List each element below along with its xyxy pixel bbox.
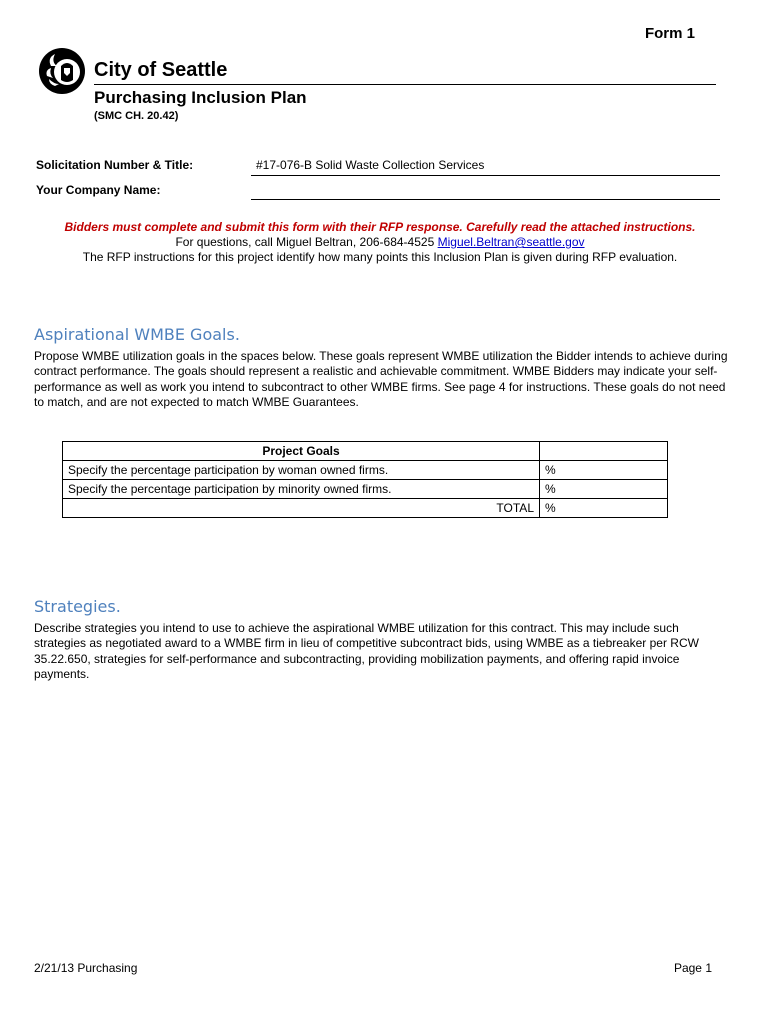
total-label: TOTAL bbox=[63, 499, 540, 518]
document-title: Purchasing Inclusion Plan bbox=[94, 88, 307, 107]
table-row bbox=[63, 499, 668, 518]
woman-owned-percent-field[interactable]: % bbox=[540, 461, 668, 480]
total-percent-field[interactable]: % bbox=[540, 499, 668, 518]
strategies-heading: Strategies. bbox=[34, 597, 121, 616]
page-number: Page 1 bbox=[673, 961, 712, 975]
table-row bbox=[63, 442, 668, 461]
code-reference: (SMC CH. 20.42) bbox=[94, 110, 179, 122]
table-row bbox=[63, 480, 668, 499]
solicitation-label: Solicitation Number & Title: bbox=[36, 158, 194, 172]
footer-date: 2/21/13 Purchasing bbox=[34, 961, 138, 975]
table-header-blank bbox=[540, 442, 668, 461]
questions-text: For questions, call Miguel Beltran, 206-684-4525 bbox=[175, 235, 435, 249]
submission-warning: Bidders must complete and submit this form with their RFP response. Carefully read the attached instructions. bbox=[64, 220, 696, 234]
project-goals-table bbox=[62, 441, 668, 518]
evaluation-note: The RFP instructions for this project identify how many points this Inclusion Plan is given during RFP evaluation. bbox=[82, 250, 678, 264]
city-name: City of Seattle bbox=[94, 59, 228, 81]
contact-email-link[interactable]: Miguel.Beltran@seattle.gov bbox=[437, 235, 585, 249]
table-row bbox=[63, 461, 668, 480]
questions-contact bbox=[0, 235, 760, 249]
company-name-field[interactable] bbox=[251, 199, 720, 200]
goals-heading: Aspirational WMBE Goals. bbox=[34, 325, 240, 344]
city-seal-logo-icon bbox=[37, 46, 87, 96]
table-header: Project Goals bbox=[63, 442, 540, 461]
goals-instructions: Propose WMBE utilization goals in the spaces below. These goals represent WMBE utilization the Bidder intends to achieve during contract performance. The goals should represent a realistic and achievable commitment. WMBE Bidders may indicate your self-performance as well as work you intend to subcontract to other WMBE firms. See page 4 for instructions. These goals do not need to match, and are not expected to match WMBE Guarantees. bbox=[34, 349, 728, 409]
solicitation-field[interactable]: #17-076-B Solid Waste Collection Services bbox=[256, 158, 485, 172]
strategies-instructions: Describe strategies you intend to use to achieve the aspirational WMBE utilization for this contract. This may include such strategies as negotiated award to a WMBE firm in lieu of competitive subcontract bids, using WMBE as a tiebreaker per RCW 35.22.650, strategies for self-performance and subcontracting, providing mobilization payments, and offering rapid invoice payments. bbox=[34, 621, 699, 681]
company-name-label: Your Company Name: bbox=[36, 183, 161, 197]
solicitation-underline bbox=[251, 175, 720, 176]
minority-owned-label: Specify the percentage participation by minority owned firms. bbox=[63, 480, 540, 499]
minority-owned-percent-field[interactable]: % bbox=[540, 480, 668, 499]
title-divider bbox=[94, 84, 716, 85]
form-number: Form 1 bbox=[644, 25, 695, 42]
woman-owned-label: Specify the percentage participation by woman owned firms. bbox=[63, 461, 540, 480]
